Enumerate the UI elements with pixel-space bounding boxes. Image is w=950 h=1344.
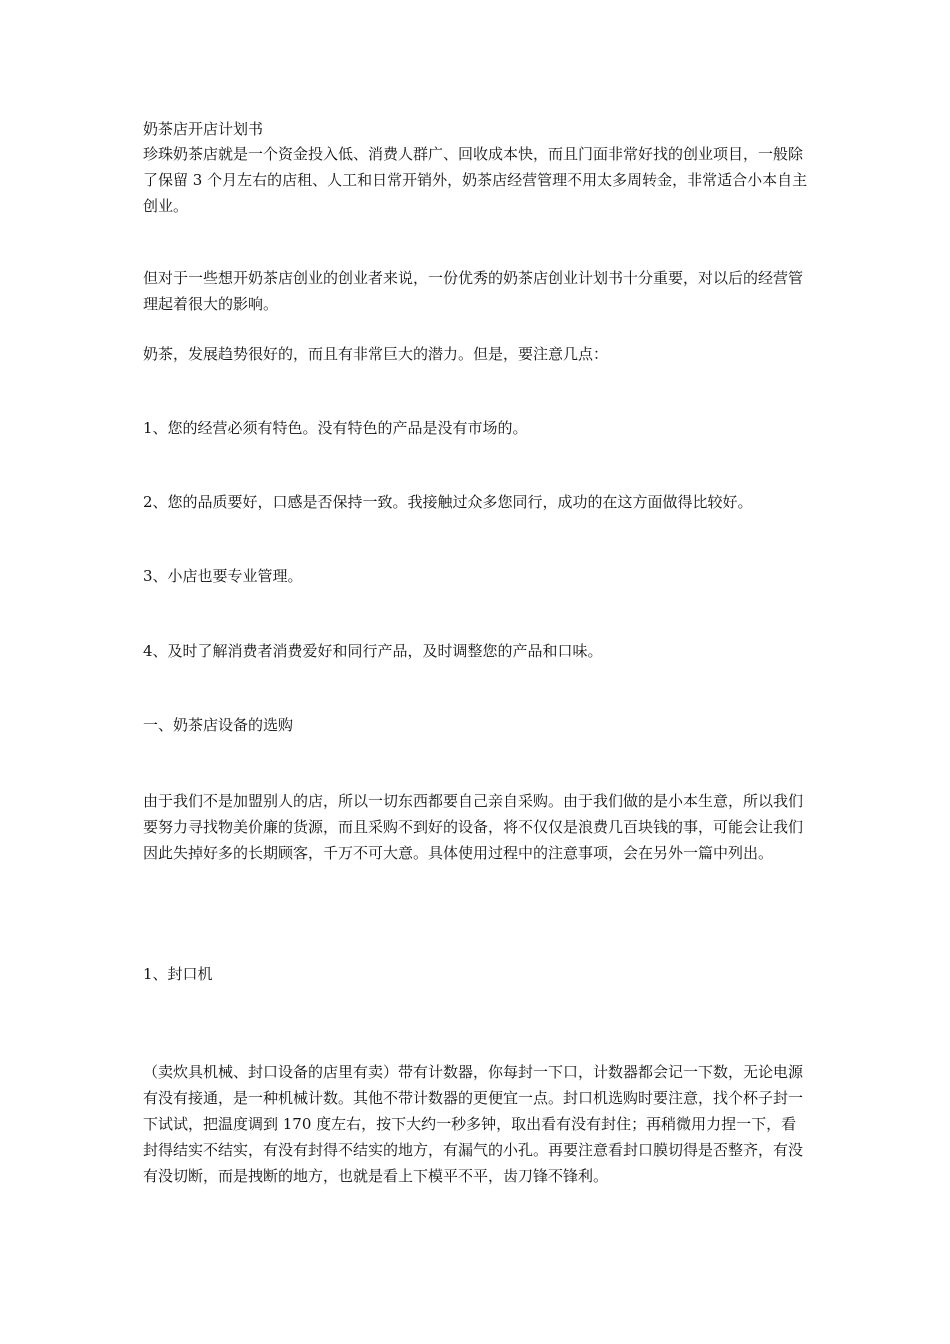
intro-paragraph: 珍珠奶茶店就是一个资金投入低、消费人群广、回收成本快，而且门面非常好找的创业项目，一般除了保留 3 个月左右的店租、人工和日常开销外，奶茶店经营管理不用太多周转金，非常适合小本自主创业。 xyxy=(143,145,808,215)
section-heading: 一、奶茶店设备的选购 xyxy=(143,716,294,734)
list-item: 2、您的品质要好，口感是否保持一致。我接触过众多您同行，成功的在这方面做得比较好。 xyxy=(143,493,753,511)
subsection-heading: 1、封口机 xyxy=(143,965,213,983)
importance-paragraph: 但对于一些想开奶茶店创业的创业者来说，一份优秀的奶茶店创业计划书十分重要，对以后的经营管理起着很大的影响。 xyxy=(143,269,804,313)
trend-paragraph: 奶茶，发展趋势很好的，而且有非常巨大的潜力。但是，要注意几点： xyxy=(143,345,609,363)
list-item: 3、小店也要专业管理。 xyxy=(143,567,303,585)
section-paragraph: 由于我们不是加盟别人的店，所以一切东西都要自己亲自采购。由于我们做的是小本生意，所以我们要努力寻找物美价廉的货源，而且采购不到好的设备，将不仅仅是浪费几百块钱的事，可能会让我们因此失掉好多的长期顾客，千万不可大意。具体使用过程中的注意事项，会在另外一篇中列出。 xyxy=(143,792,804,862)
document-title: 奶茶店开店计划书 xyxy=(143,120,264,138)
subsection-paragraph: （卖炊具机械、封口设备的店里有卖）带有计数器，你每封一下口，计数器都会记一下数，无论电源有没有接通，是一种机械计数。其他不带计数器的更便宜一点。封口机选购时要注意，找个杯子封一下试试，把温度调到 170 度左右，按下大约一秒多钟，取出看有没有封住；再稍微用力捏一下，看封得结实不结实，有没有封得不结实的地方，有漏气的小孔。再要注意看封口膜切得是否整齐，有没有没切断，而是拽断的地方，也就是看上下模平不平，齿刀锋不锋利。 xyxy=(143,1063,804,1185)
list-item: 4、及时了解消费者消费爱好和同行产品，及时调整您的产品和口味。 xyxy=(143,642,603,660)
list-item: 1、您的经营必须有特色。没有特色的产品是没有市场的。 xyxy=(143,419,528,437)
